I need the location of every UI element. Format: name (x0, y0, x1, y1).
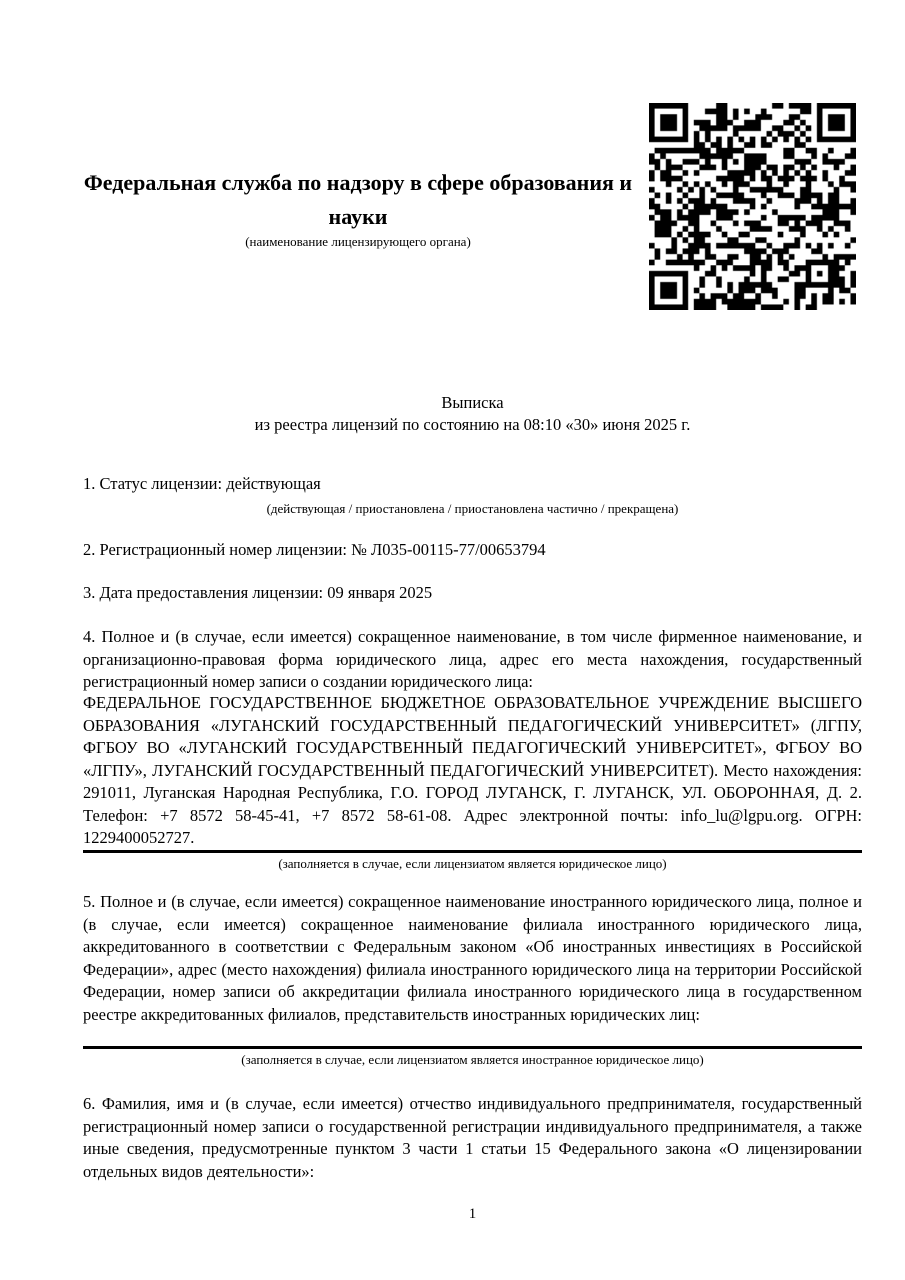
issuer-name-caption: (наименование лицензирующего органа) (245, 234, 471, 249)
divider-after-item-5 (83, 1046, 862, 1049)
item-6-individual-entrepreneur: 6. Фамилия, имя и (в случае, если имеется) отчество индивидуального предпринимателя, государственный регистрационный номер записи о государственной регистрации индивидуального предпринимателя, а также иные сведения, предусмотренные пунктом 3 части 1 статьи 15 Федерального закона «О лицензировании отдельных видов деятельности»: (83, 1094, 862, 1181)
item-5-fill-condition-hint: (заполняется в случае, если лицензиатом является иностранное юридическое лицо) (241, 1052, 704, 1067)
item-1-status-options-hint: (действующая / приостановлена / приостановлена частично / прекращена) (266, 501, 679, 516)
qr-code-icon (649, 103, 856, 310)
issuer-name: Федеральная служба по надзору в сфере образования и науки (83, 170, 633, 229)
item-2-registration-number: 2. Регистрационный номер лицензии: № Л035-00115-77/00653794 (83, 540, 546, 559)
document-title-line1: Выписка (441, 393, 504, 412)
document-title (83, 392, 862, 436)
item-4-legal-entity-intro: 4. Полное и (в случае, если имеется) сокращенное наименование, в том числе фирменное наименование, и организационно-правовая форма юридического лица, адрес его места нахождения, государственный регистрационный номер записи о создании юридического лица: (83, 627, 862, 691)
divider-after-item-4 (83, 850, 862, 853)
item-5-foreign-entity: 5. Полное и (в случае, если имеется) сокращенное наименование иностранного юридического лица, полное и (в случае, если имеется) сокращенное наименование филиала иностранного юридического лица, аккредитованного в соответствии с Федеральным законом «Об иностранных инвестициях в Российской Федерации», адрес (место нахождения) филиала иностранного юридического лица на территории Российской Федерации, номер записи об аккредитации филиала иностранного юридического лица в государственном реестре аккредитованных филиалов, представительств иностранных юридических лиц: (83, 892, 862, 1024)
item-4-fill-condition-hint: (заполняется в случае, если лицензиатом является юридическое лицо) (278, 856, 667, 871)
item-4-legal-entity-value: ФЕДЕРАЛЬНОЕ ГОСУДАРСТВЕННОЕ БЮДЖЕТНОЕ ОБРАЗОВАТЕЛЬНОЕ УЧРЕЖДЕНИЕ ВЫСШЕГО ОБРАЗОВАНИЯ «ЛУГАНСКИЙ ГОСУДАРСТВЕННЫЙ ПЕДАГОГИЧЕСКИЙ УНИВЕРСИТЕТ» (ЛГПУ, ФГБОУ ВО «ЛУГАНСКИЙ ГОСУДАРСТВЕННЫЙ ПЕДАГОГИЧЕСКИЙ УНИВЕРСИТЕТ», ФГБОУ ВО «ЛГПУ», ЛУГАНСКИЙ ГОСУДАРСТВЕННЫЙ ПЕДАГОГИЧЕСКИЙ УНИВЕРСИТЕТ). Место нахождения: 291011, Луганская Народная Республика, Г.О. ГОРОД ЛУГАНСК, Г. ЛУГАНСК, УЛ. ОБОРОННАЯ, Д. 2. Телефон: +7 8572 58-45-41, +7 8572 58-61-08. Адрес электронной почты: info_lu@lgpu.org. ОГРН: 1229400052727. (83, 693, 862, 847)
document-title-line2: из реестра лицензий по состоянию на 08:10 «30» июня 2025 г. (254, 415, 691, 434)
item-3-license-date: 3. Дата предоставления лицензии: 09 января 2025 (83, 583, 433, 602)
page-number: 1 (468, 1206, 477, 1222)
item-1-license-status: 1. Статус лицензии: действующая (83, 474, 321, 493)
